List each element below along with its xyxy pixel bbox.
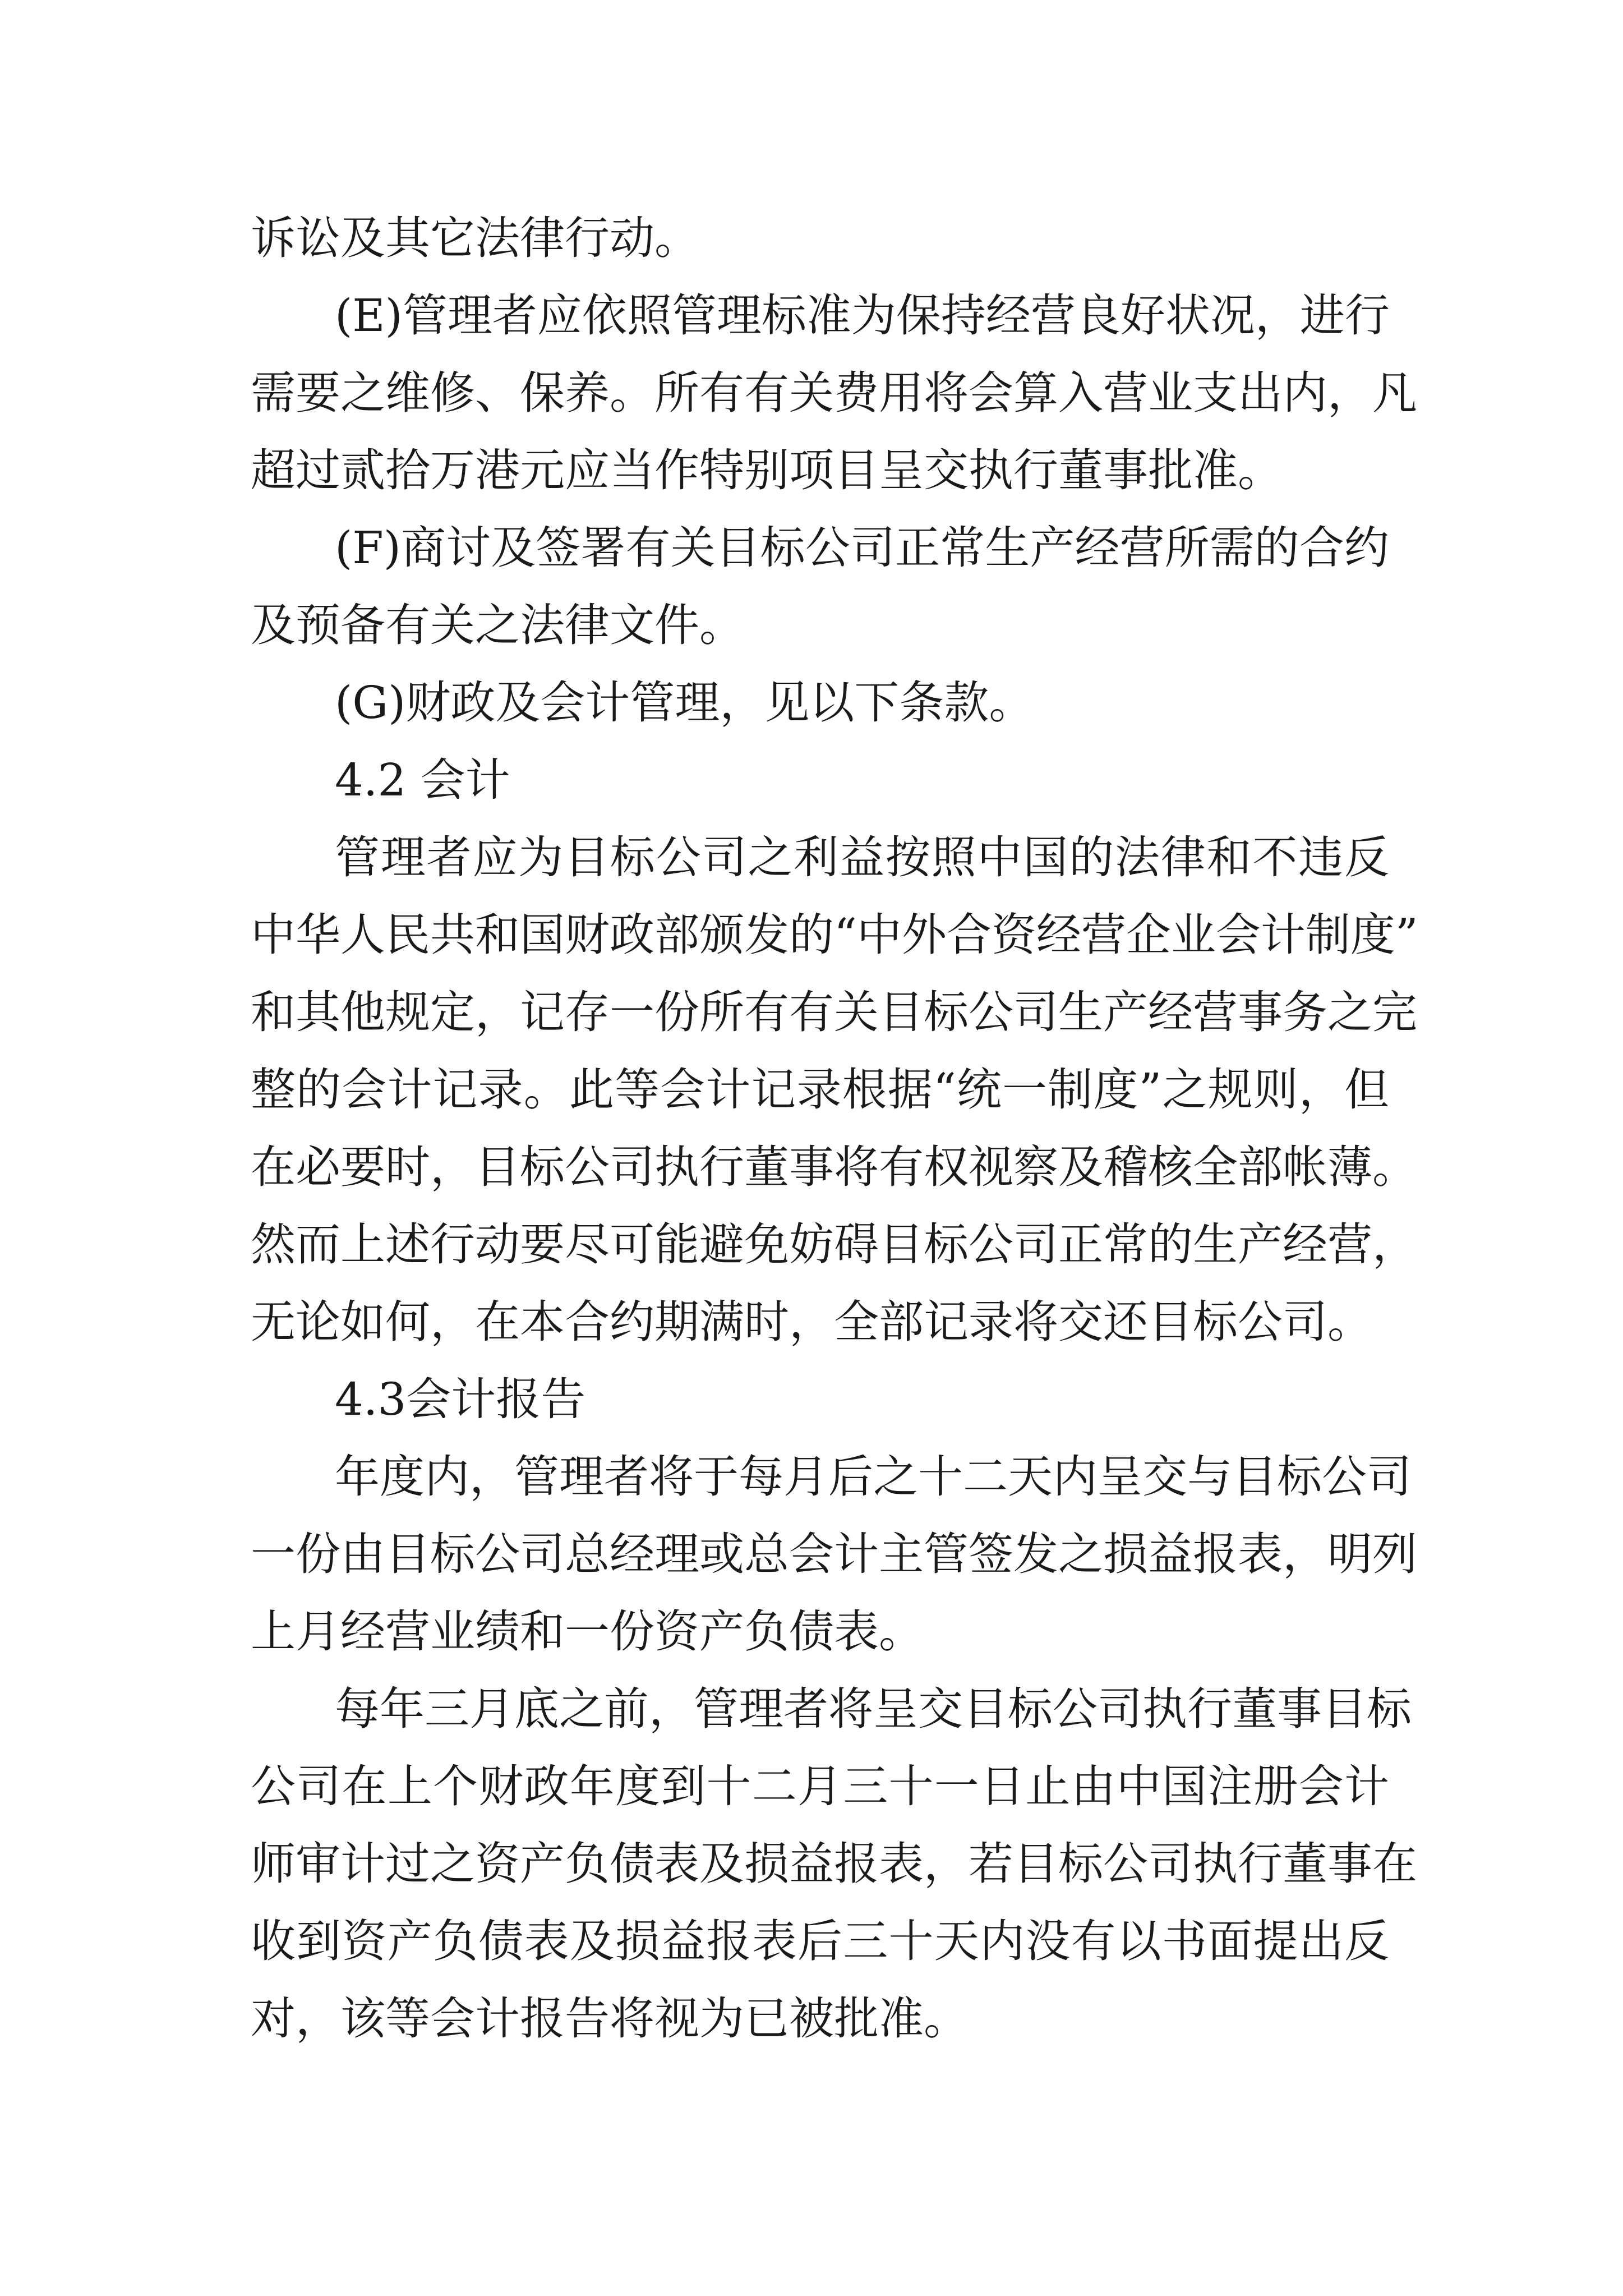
text-line: 和其他规定，记存一份所有有关目标公司生产经营事务之完: [251, 986, 1417, 1038]
section-heading: 4.3会计报告: [335, 1373, 586, 1425]
text-line: 每年三月底之前，管理者将呈交目标公司执行董事目标: [335, 1683, 1412, 1735]
text-line: 上月经营业绩和一份资产负债表。: [251, 1605, 924, 1658]
text-line: 年度内，管理者将于每月后之十二天内呈交与目标公司: [335, 1451, 1412, 1503]
text-line: 超过贰拾万港元应当作特别项目呈交执行董事批准。: [251, 444, 1283, 496]
text-line: 对，该等会计报告将视为已被批准。: [251, 1993, 969, 2045]
text-line: (E)管理者应依照管理标准为保持经营良好状况，进行: [335, 289, 1390, 342]
text-line: 师审计过之资产负债表及损益报表，若目标公司执行董事在: [251, 1838, 1417, 1890]
text-line: 诉讼及其它法律行动。: [251, 212, 699, 264]
text-line: 在必要时，目标公司执行董事将有权视察及稽核全部帐薄。: [251, 1141, 1417, 1193]
text-line: 需要之维修、保养。所有有关费用将会算入营业支出内，凡: [251, 367, 1417, 419]
text-line: 及预备有关之法律文件。: [251, 599, 744, 651]
text-line: 一份由目标公司总经理或总会计主管签发之损益报表，明列: [251, 1528, 1417, 1580]
text-line: 无论如何，在本合约期满时，全部记录将交还目标公司。: [251, 1296, 1372, 1348]
text-line: 收到资产负债表及损益报表后三十天内没有以书面提出反: [251, 1915, 1389, 1967]
section-heading: 4.2 会计: [335, 754, 510, 806]
text-line: 然而上述行动要尽可能避免妨碍目标公司正常的生产经营，: [251, 1218, 1417, 1271]
document-body: [251, 200, 1418, 2058]
text-line: 管理者应为目标公司之利益按照中国的法律和不违反: [335, 831, 1389, 884]
text-line: 中华人民共和国财政部颁发的“中外合资经营企业会计制度”: [251, 909, 1418, 961]
text-line: 整的会计记录。此等会计记录根据“统一制度”之规则，但: [251, 1064, 1389, 1116]
text-line: (G)财政及会计管理，见以下条款。: [335, 677, 1034, 729]
text-line: 公司在上个财政年度到十二月三十一日止由中国注册会计: [251, 1760, 1389, 1812]
text-line: (F)商讨及签署有关目标公司正常生产经营所需的合约: [335, 522, 1389, 574]
